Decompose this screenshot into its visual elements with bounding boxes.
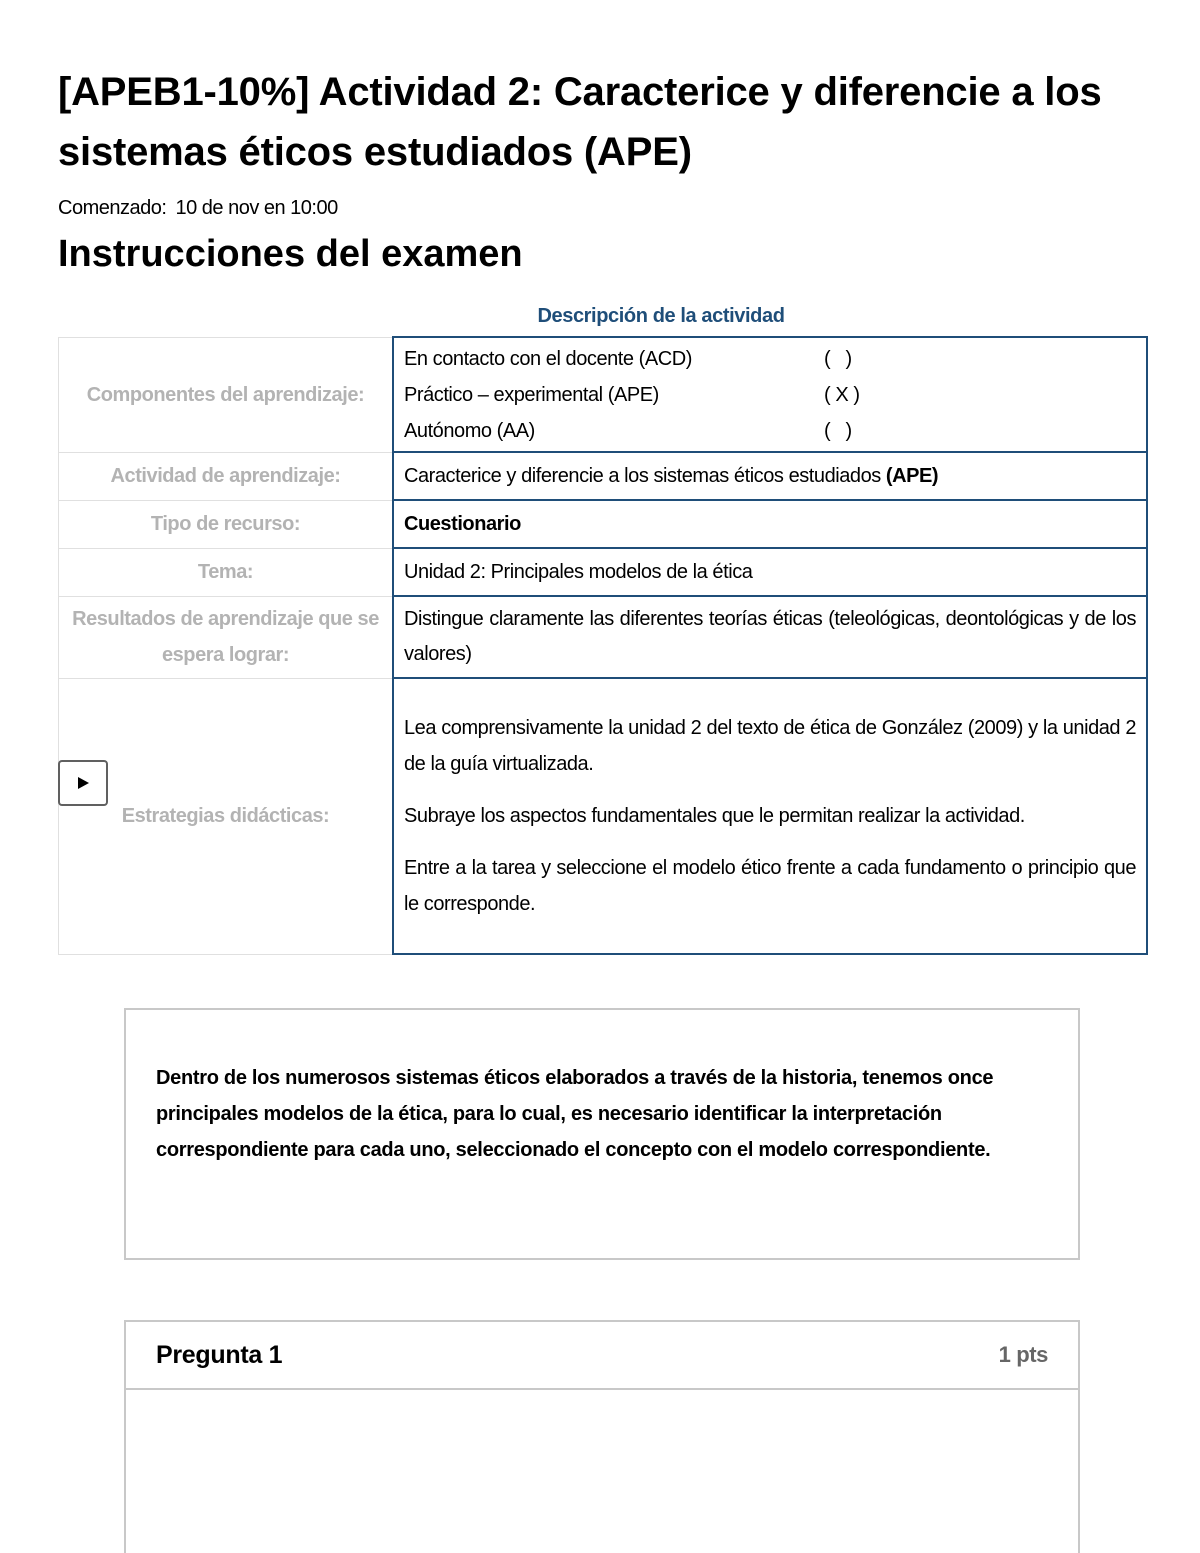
table-row-learning-results [59, 596, 1148, 678]
components-label: Componentes del aprendizaje: [59, 337, 394, 452]
component-mark: ( X ) [824, 383, 860, 406]
topic-value: Unidad 2: Principales modelos de la ética [393, 548, 1147, 596]
quiz-title: [APEB1-10%] Actividad 2: Caracterice y diferencie a los sistemas éticos estudiados (APE) [58, 70, 1102, 174]
activity-value-text: Caracterice y diferencie a los sistemas éticos estudiados [404, 464, 881, 487]
table-row-strategies [59, 678, 1148, 954]
learning-results-label: Resultados de aprendizaje que se espera lograr: [59, 596, 394, 678]
table-row-topic [59, 548, 1148, 596]
topic-label: Tema: [59, 548, 394, 596]
activity-description-table [58, 336, 1148, 955]
strategy-paragraph: Entre a la tarea y seleccione el modelo ético frente a cada fundamento o principio que le corresponde. [404, 857, 1136, 915]
strategy-paragraph: Subraye los aspectos fundamentales que le permitan realizar la actividad. [404, 805, 1025, 827]
strategy-paragraph: Lea comprensivamente la unidad 2 del texto de ética de González (2009) y la unidad 2 de la guía virtualizada. [404, 717, 1136, 775]
started-info [58, 196, 1148, 220]
component-name: En contacto con el docente (ACD) [404, 347, 692, 370]
component-item [404, 413, 1136, 449]
started-label: Comenzado: [58, 197, 167, 219]
question-card [124, 1320, 1080, 1553]
components-value [393, 337, 1147, 452]
component-mark: ( ) [824, 419, 852, 442]
play-button[interactable] [58, 760, 108, 806]
instructions-heading: Instrucciones del examen [58, 233, 523, 275]
learning-results-value: Distingue claramente las diferentes teorías éticas (teleológicas, deontológicas y de los valores) [393, 596, 1147, 678]
activity-value-tag: (APE) [885, 464, 939, 487]
question-header [126, 1322, 1078, 1390]
started-value: 10 de nov en 10:00 [175, 197, 338, 219]
resource-type-value: Cuestionario [393, 500, 1147, 548]
strategies-value [393, 678, 1147, 954]
quiz-page [58, 0, 1148, 915]
intro-box [124, 1008, 1080, 1260]
component-mark: ( ) [824, 347, 852, 370]
activity-label: Actividad de aprendizaje: [59, 452, 394, 500]
table-caption: Descripción de la actividad [537, 305, 785, 327]
question-points: 1 pts [998, 1342, 1048, 1367]
question-title: Pregunta 1 [156, 1340, 283, 1369]
resource-type-label: Tipo de recurso: [59, 500, 394, 548]
table-row-components [59, 337, 1148, 452]
strategies-label: Estrategias didácticas: [59, 678, 394, 954]
component-item [404, 341, 1136, 377]
activity-value [393, 452, 1147, 500]
intro-text: Dentro de los numerosos sistemas éticos elaborados a través de la historia, tenemos once principales modelos de la ética, para lo cual, es necesario identificar la interpretación correspondiente para cada uno, seleccionado el concepto con el modelo correspondiente. [156, 1067, 994, 1161]
table-row-activity [59, 452, 1148, 500]
play-icon [76, 776, 90, 790]
component-name: Autónomo (AA) [404, 419, 535, 442]
table-row-resource-type [59, 500, 1148, 548]
component-item [404, 377, 1136, 413]
component-name: Práctico – experimental (APE) [404, 383, 659, 406]
